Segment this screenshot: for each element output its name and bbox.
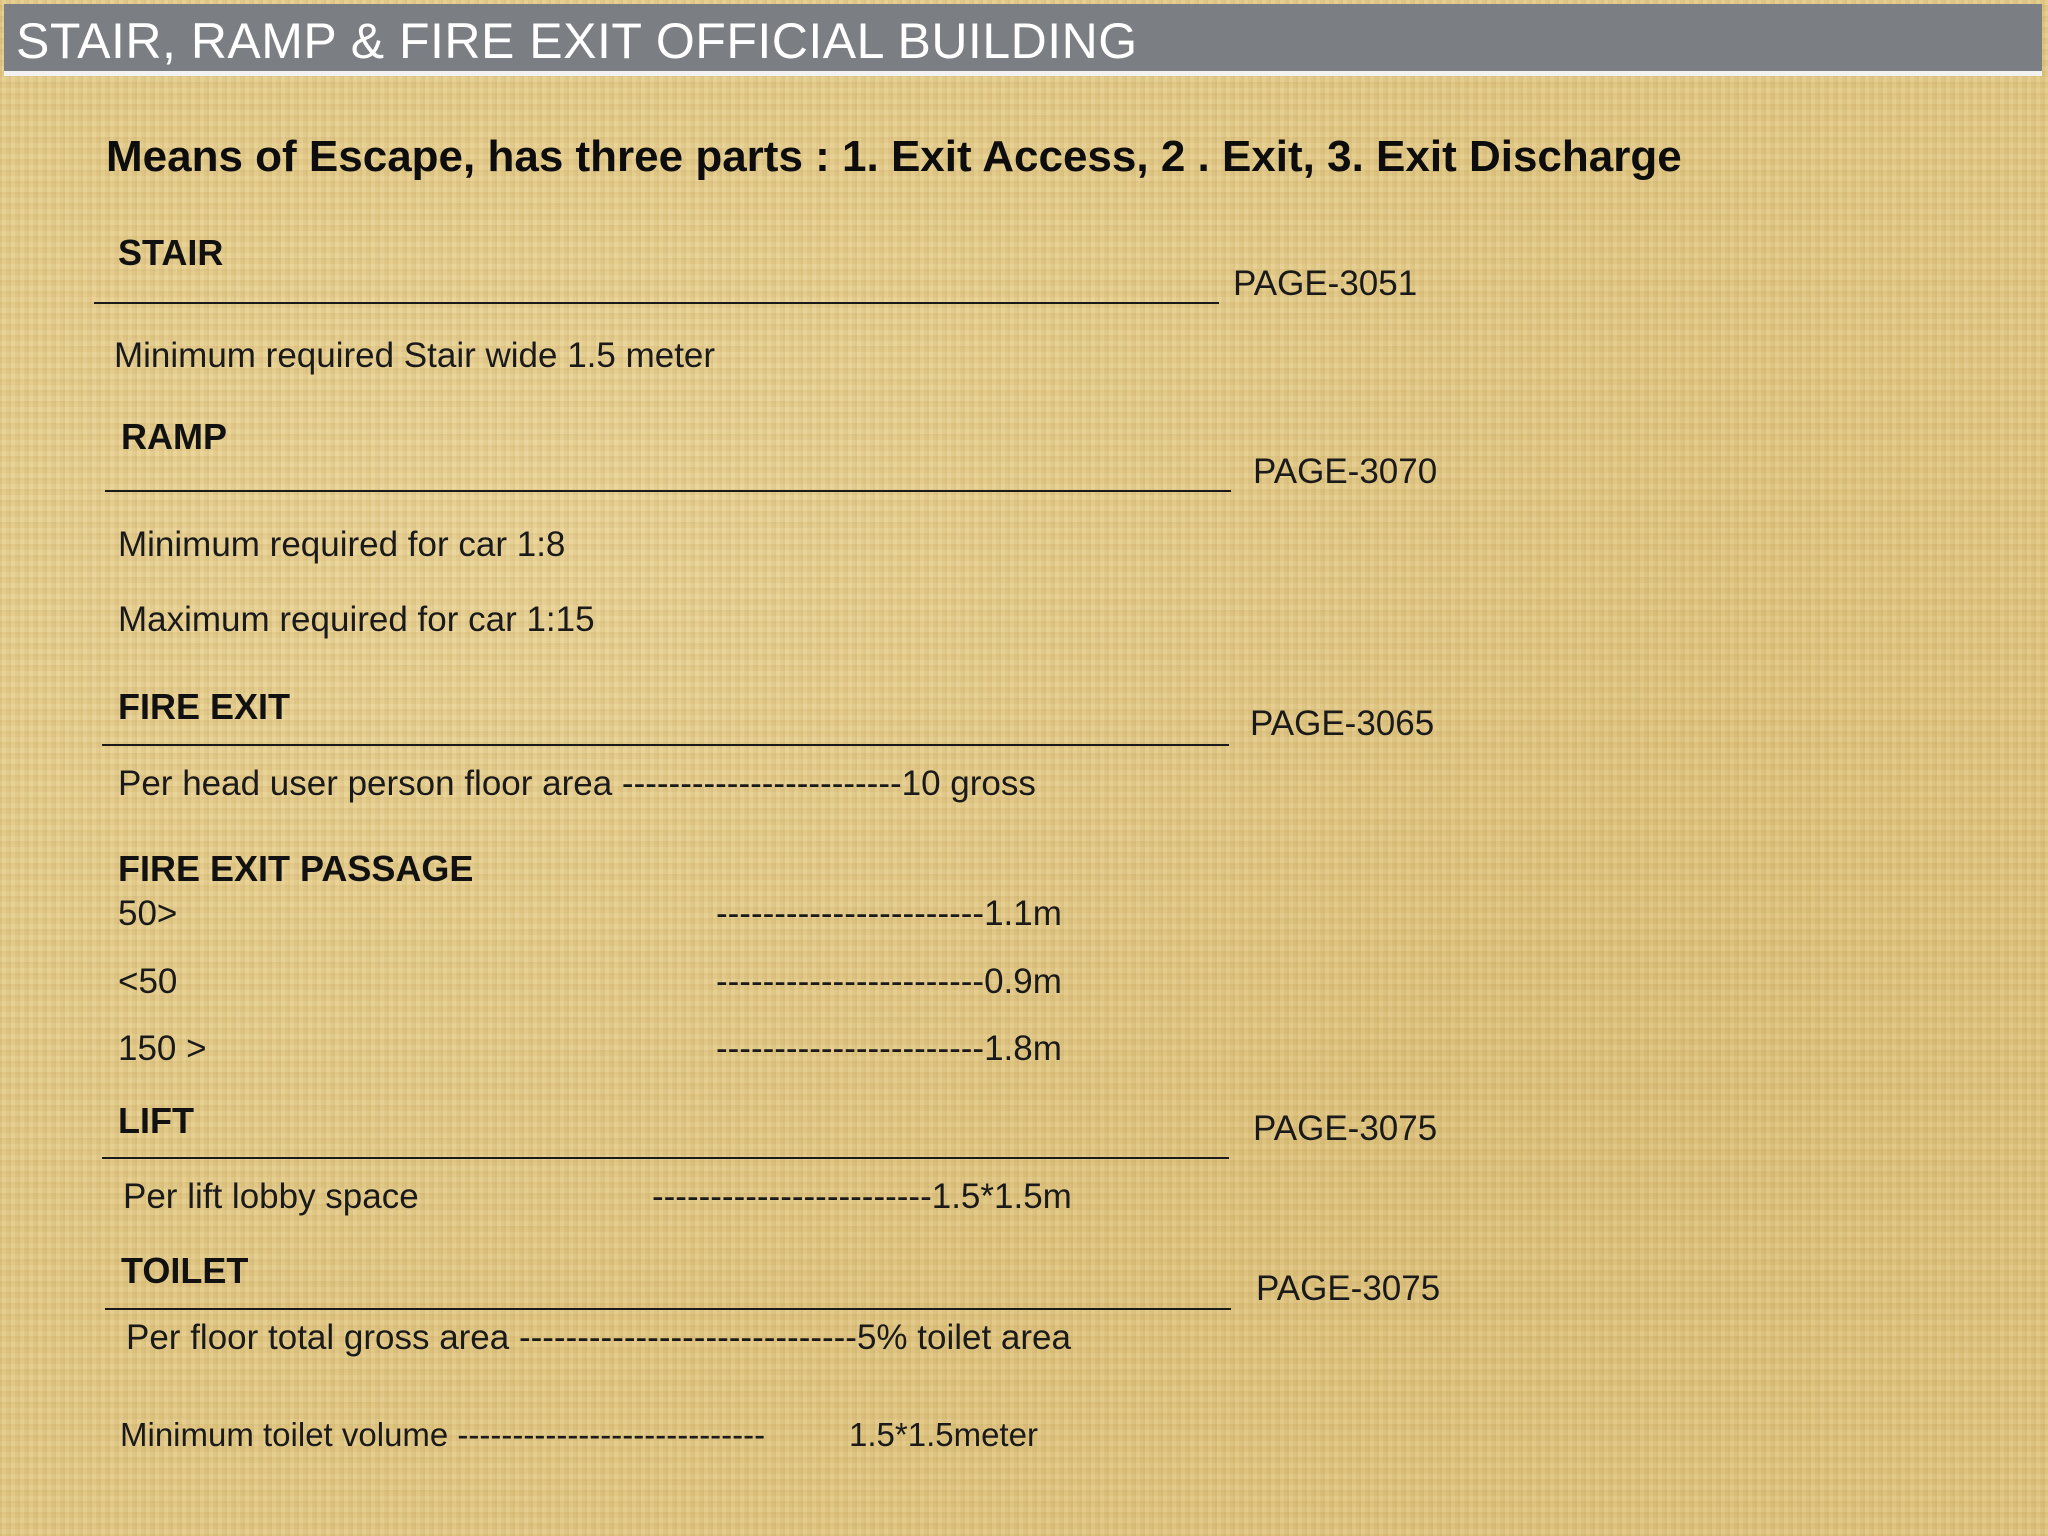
lift-page-ref: PAGE-3075 xyxy=(1253,1109,1438,1148)
lift-lobby-value: ------------------------1.5*1.5m xyxy=(652,1177,1072,1216)
fire-exit-divider xyxy=(102,744,1229,746)
page-title: STAIR, RAMP & FIRE EXIT OFFICIAL BUILDING xyxy=(16,13,1138,69)
fire-exit-heading: FIRE EXIT xyxy=(118,686,291,727)
intro-text: Means of Escape, has three parts : 1. Exit Access, 2 . Exit, 3. Exit Discharge xyxy=(106,132,1682,181)
lift-lobby-label: Per lift lobby space xyxy=(123,1177,419,1216)
fire-exit-passage-heading: FIRE EXIT PASSAGE xyxy=(118,848,474,889)
stair-requirement: Minimum required Stair wide 1.5 meter xyxy=(114,336,716,375)
passage-row-label: <50 xyxy=(118,962,178,1001)
toilet-page-ref: PAGE-3075 xyxy=(1256,1269,1441,1308)
stair-divider xyxy=(94,302,1219,304)
toilet-gross-area: Per floor total gross area -----------------------------5% toilet area xyxy=(126,1318,1071,1357)
fire-exit-page-ref: PAGE-3065 xyxy=(1250,704,1435,743)
toilet-divider xyxy=(105,1308,1231,1310)
ramp-min-requirement: Minimum required for car 1:8 xyxy=(118,525,566,564)
passage-row-label: 50> xyxy=(118,894,178,933)
title-bar xyxy=(4,4,2042,76)
passage-row-label: 150 > xyxy=(118,1029,207,1068)
passage-row-value: -----------------------0.9m xyxy=(716,962,1062,1001)
ramp-divider xyxy=(105,490,1231,492)
lift-divider xyxy=(102,1157,1229,1159)
ramp-heading: RAMP xyxy=(121,416,227,457)
ramp-page-ref: PAGE-3070 xyxy=(1253,452,1438,491)
stair-heading: STAIR xyxy=(118,232,224,273)
lift-heading: LIFT xyxy=(118,1100,194,1141)
stair-page-ref: PAGE-3051 xyxy=(1233,264,1418,303)
toilet-heading: TOILET xyxy=(121,1250,249,1291)
fire-exit-floor-area: Per head user person floor area ------------------------10 gross xyxy=(118,764,1036,803)
toilet-volume-value: 1.5*1.5meter xyxy=(849,1416,1038,1453)
passage-row-value: -----------------------1.1m xyxy=(716,894,1062,933)
passage-row-value: -----------------------1.8m xyxy=(716,1029,1062,1068)
ramp-max-requirement: Maximum required for car 1:15 xyxy=(118,600,595,639)
toilet-volume-label: Minimum toilet volume ---------------------------- xyxy=(120,1416,766,1453)
